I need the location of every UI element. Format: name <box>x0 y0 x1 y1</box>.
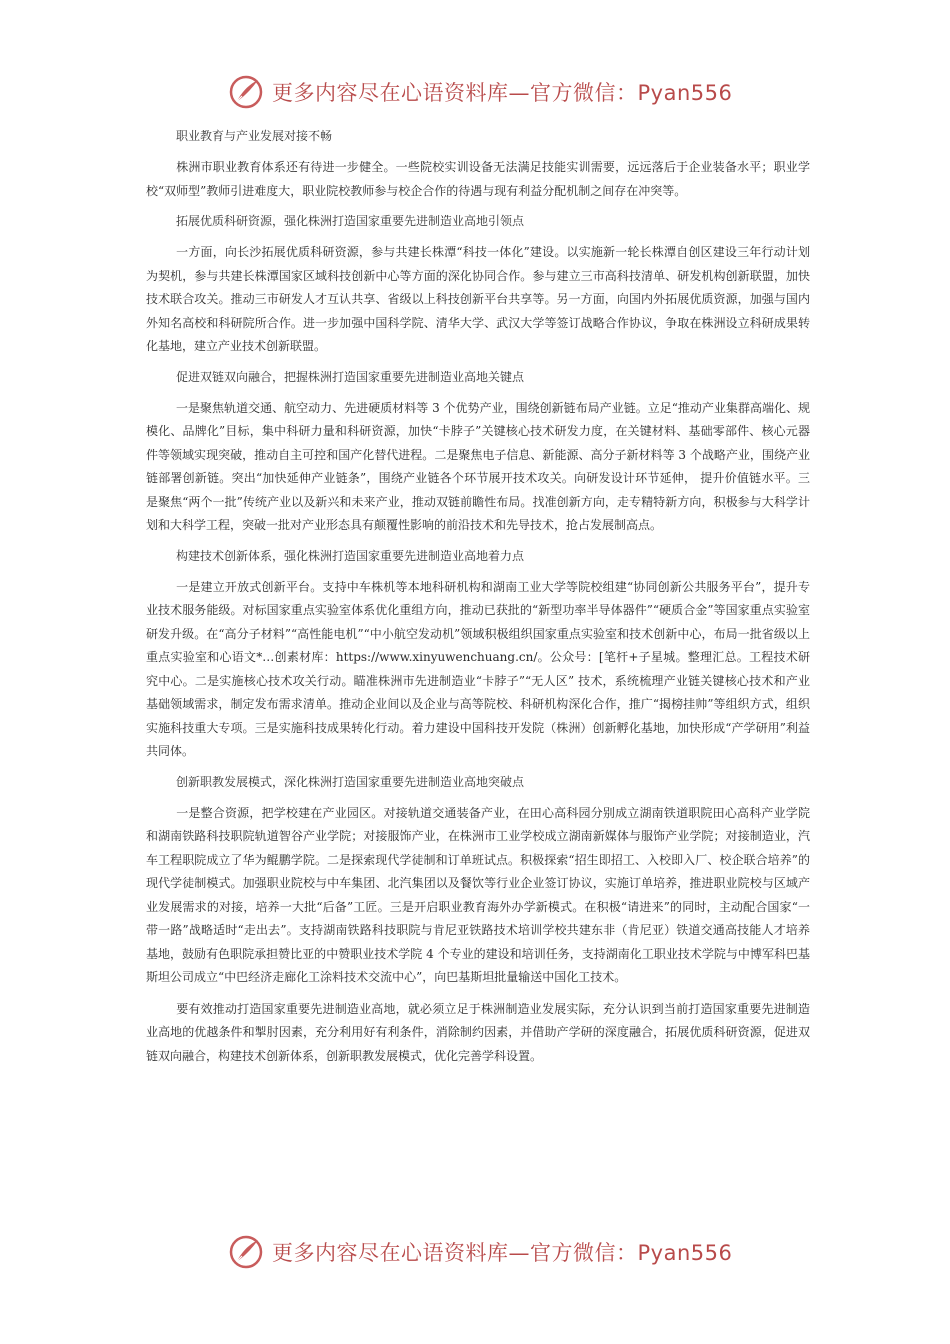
banner-text: 更多内容尽在心语资料库—官方微信：Pyan556 <box>272 1241 733 1265</box>
header-banner <box>0 72 950 112</box>
paragraph: 一是建立开放式创新平台。支持中车株机等本地科研机构和湖南工业大学等院校组建“协同创新公共服务平台”，提升专业技术服务能级。对标国家重点实验室体系优化重组方向，推动已获批的“新型功率半导体器件”“硬质合金”等国家重点实验室研发升级。在“高分子材料”“高性能电机”“中小航空发动机”领域积极组织国家重点实验室和技术创新中心，布局一批省级以上重点实验室和心语文*…创素材库：https://www.xinyuwenchuang.cn/。公众号：[笔杆+子星城。整理汇总。工程技术研究中心。二是实施核心技术攻关行动。瞄准株洲市先进制造业“卡脖子”“无人区” 技术，系统梳理产业链关键核心技术和产业基础领域需求，制定发布需求清单。推动企业间以及企业与高等院校、科研机构深化合作，推广“揭榜挂帅”等组织方式，组织实施科技重大专项。三是实施科技成果转化行动。着力建设中国科技开发院（株洲）创新孵化基地，加快形成“产学研用”利益共同体。 <box>146 579 810 758</box>
section-heading: 拓展优质科研资源，强化株洲打造国家重要先进制造业高地引领点 <box>176 214 525 228</box>
quill-logo-icon <box>228 1234 264 1270</box>
document-body <box>146 126 810 1068</box>
paragraph: 株洲市职业教育体系还有待进一步健全。一些院校实训设备无法满足技能实训需要，远远落后于企业装备水平；职业学校“双师型”教师引进难度大，职业院校教师参与校企合作的待遇与现有利益分配机制之间存在冲突等。 <box>146 160 810 198</box>
conclusion-paragraph: 要有效推动打造国家重要先进制造业高地，就必须立足于株洲制造业发展实际，充分认识到当前打造国家重要先进制造业高地的优越条件和掣肘因素，充分利用好有利条件，消除制约因素，并借助产学研的深度融合，拓展优质科研资源，促进双链双向融合，构建技术创新体系，创新职教发展模式，优化完善学科设置。 <box>146 1001 810 1063</box>
section-heading: 职业教育与产业发展对接不畅 <box>176 129 333 143</box>
footer-banner <box>0 1232 950 1272</box>
paragraph: 一方面，向长沙拓展优质科研资源，参与共建长株潭“科技一体化”建设。以实施新一轮长株潭自创区建设三年行动计划为契机，参与共建长株潭国家区域科技创新中心等方面的深化协同合作。参与建立三市高科技清单、研发机构创新联盟，加快技术联合攻关。推动三市研发人才互认共享、省级以上科技创新平台共享等。另一方面，向国内外拓展优质资源，加强与国内外知名高校和科研院所合作。进一步加强中国科学院、清华大学、武汉大学等签订战略合作协议，争取在株洲设立科研成果转化基地，建立产业技术创新联盟。 <box>146 245 810 353</box>
section-heading: 促进双链双向融合，把握株洲打造国家重要先进制造业高地关键点 <box>176 369 525 384</box>
section-heading: 构建技术创新体系，强化株洲打造国家重要先进制造业高地着力点 <box>176 548 525 563</box>
section-heading: 创新职教发展模式，深化株洲打造国家重要先进制造业高地突破点 <box>176 774 525 789</box>
paragraph: 一是整合资源，把学校建在产业园区。对接轨道交通装备产业，在田心高科园分别成立湖南铁道职院田心高科产业学院和湖南铁路科技职院轨道智谷产业学院；对接服饰产业，在株洲市工业学校成立湖南新媒体与服饰产业学院；对接制造业，汽车工程职院成立了华为鲲鹏学院。二是探索现代学徒制和订单班试点。积极探索“招生即招工、入校即入厂、校企联合培养”的现代学徒制模式。加强职业院校与中车集团、北汽集团以及餐饮等行业企业签订协议，实施订单培养，推进职业院校与区域产业发展需求的对接，培养一大批“后备”工匠。三是开启职业教育海外办学新模式。在积极“请进来”的同时，主动配合国家“一带一路”战略适时“走出去”。支持湖南铁路科技职院与肯尼亚铁路技术培训学校共建东非（肯尼亚）铁道交通高技能人才培养基地，鼓励有色职院承担赞比亚的中赞职业技术学院 4 个专业的建设和培训任务，支持湖南化工职业技术学院与中博军科巴基斯坦公司成立“中巴经济走廊化工涂料技术交流中心”，向巴基斯坦批量输送中国化工技术。 <box>146 805 810 984</box>
banner-text: 更多内容尽在心语资料库—官方微信：Pyan556 <box>272 81 733 105</box>
quill-logo-icon <box>228 74 264 110</box>
paragraph: 一是聚焦轨道交通、航空动力、先进硬质材料等 3 个优势产业，围绕创新链布局产业链。立足“推动产业集群高端化、规模化、品牌化”目标，集中科研力量和科研资源，加快“卡脖子”关键核心技术研发力度，在关键材料、基础零部件、核心元器件等领域实现突破，推动自主可控和国产化替代进程。二是聚焦电子信息、新能源、高分子新材料等 3 个战略产业，围绕产业链部署创新链。突出“加快延伸产业链条”，围绕产业链各个环节展开技术攻关。向研发设计环节延伸， 提升价值链水平。三是聚焦“两个一批”传统产业以及新兴和未来产业，推动双链前瞻性布局。找准创新方向，走专精特新方向，积极参与大科学计划和大科学工程，突破一批对产业形态具有颠覆性影响的前沿技术和先导技术，抢占发展制高点。 <box>146 400 810 532</box>
